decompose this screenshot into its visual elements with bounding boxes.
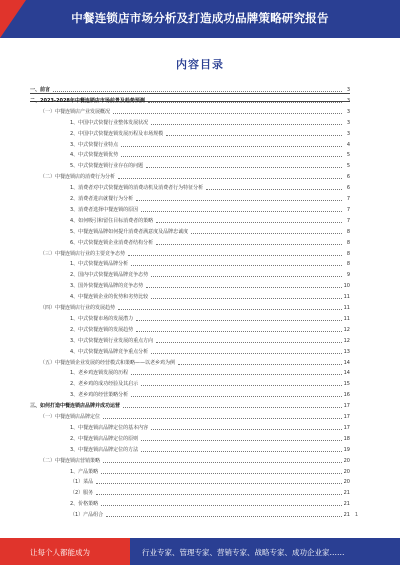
toc-entry-text: 3、中式快餐行业特点 bbox=[70, 141, 119, 148]
footer-bar bbox=[0, 538, 400, 565]
toc-entry-page: 20 bbox=[343, 457, 350, 464]
toc-leader-dots bbox=[141, 211, 342, 212]
toc-leader-dots bbox=[151, 298, 342, 299]
toc-leader-dots bbox=[53, 91, 342, 92]
toc-entry[interactable] bbox=[30, 119, 350, 127]
toc-entry-page: 9 bbox=[346, 272, 350, 279]
toc-entry[interactable] bbox=[30, 435, 350, 443]
toc-entry[interactable] bbox=[30, 511, 350, 519]
toc-entry-page: 8 bbox=[346, 250, 350, 257]
toc-entry-page: 11 bbox=[343, 294, 350, 301]
toc-entry-text: 2、中国中式快餐连锁发展历程及市场规模 bbox=[70, 130, 164, 137]
toc-entry-page: 3 bbox=[346, 97, 350, 104]
toc-entry[interactable] bbox=[30, 380, 350, 388]
toc-entry[interactable] bbox=[30, 391, 350, 399]
toc-leader-dots bbox=[123, 407, 342, 408]
toc-entry-text: 4、中餐连锁企业的优势和劣势比较 bbox=[70, 294, 149, 301]
toc-leader-dots bbox=[106, 516, 342, 517]
toc-leader-dots bbox=[101, 505, 342, 506]
toc-entry-page: 14 bbox=[343, 359, 350, 366]
toc-leader-dots bbox=[146, 287, 342, 288]
toc-leader-dots bbox=[136, 320, 342, 321]
toc-entry-page: 15 bbox=[343, 381, 350, 388]
toc-entry[interactable] bbox=[30, 184, 350, 192]
toc-entry[interactable] bbox=[30, 468, 350, 476]
toc-entry-text: 2、价格策略 bbox=[70, 501, 99, 508]
toc-entry-page: 8 bbox=[346, 261, 350, 268]
table-of-contents bbox=[30, 82, 350, 534]
toc-leader-dots bbox=[141, 440, 342, 441]
toc-leader-dots bbox=[113, 113, 342, 114]
header-bar bbox=[0, 0, 400, 38]
toc-leader-dots bbox=[136, 331, 342, 332]
toc-leader-dots bbox=[96, 494, 342, 495]
toc-leader-dots bbox=[156, 222, 342, 223]
toc-entry-text: 1、产品策略 bbox=[70, 468, 99, 475]
toc-leader-dots bbox=[103, 418, 342, 419]
toc-leader-dots bbox=[118, 178, 342, 179]
toc-entry-text: 1、中国中式快餐行业整体发展状况 bbox=[70, 119, 149, 126]
toc-leader-dots bbox=[141, 451, 342, 452]
toc-entry-page: 7 bbox=[346, 196, 350, 202]
toc-entry[interactable] bbox=[30, 271, 350, 279]
toc-leader-dots bbox=[131, 265, 342, 266]
toc-entry[interactable] bbox=[30, 173, 350, 181]
toc-entry-page: 8 bbox=[346, 228, 350, 235]
toc-entry-page: 11 bbox=[343, 305, 350, 311]
toc-entry-page: 7 bbox=[346, 217, 350, 224]
toc-leader-dots bbox=[151, 124, 342, 125]
toc-entry-text: 4、中式快餐连锁优势 bbox=[70, 152, 119, 159]
toc-entry[interactable] bbox=[30, 217, 350, 225]
toc-entry[interactable] bbox=[30, 141, 350, 149]
toc-leader-dots bbox=[151, 276, 342, 277]
toc-entry[interactable] bbox=[30, 206, 350, 214]
report-title: 中餐连锁店市场分析及打造成功品牌策略研究报告 bbox=[71, 11, 329, 25]
toc-entry-page: 13 bbox=[343, 348, 350, 355]
toc-entry-page: 19 bbox=[343, 446, 350, 453]
toc-leader-dots bbox=[206, 189, 342, 190]
toc-entry-text: （四）中餐连锁店行业的发展趋势 bbox=[40, 305, 116, 311]
toc-entry-text: （二）中餐连锁店的消费行为分析 bbox=[40, 174, 116, 181]
toc-entry-text: 1、中餐连锁店品牌定位的基本内容 bbox=[70, 424, 149, 431]
toc-entry-text: 2、消费者进店就餐行为分析 bbox=[70, 196, 134, 202]
toc-leader-dots bbox=[151, 429, 342, 430]
toc-entry[interactable] bbox=[30, 162, 350, 170]
toc-entry-page: 7 bbox=[346, 206, 350, 213]
toc-entry-text: 一、前言 bbox=[30, 87, 51, 93]
toc-entry-page: 14 bbox=[343, 370, 350, 377]
toc-entry-text: （1）产品组合 bbox=[70, 512, 104, 519]
toc-entry-page: 17 bbox=[343, 403, 350, 410]
toc-entry[interactable] bbox=[30, 239, 350, 247]
toc-leader-dots bbox=[151, 353, 342, 354]
toc-entry[interactable] bbox=[30, 424, 350, 432]
toc-entry-page: 16 bbox=[343, 392, 350, 399]
toc-entry-text: 5、中式快餐连锁行业存在的问题 bbox=[70, 163, 144, 170]
toc-leader-dots bbox=[166, 135, 342, 136]
toc-leader-dots bbox=[148, 102, 342, 103]
toc-entry-page: 17 bbox=[343, 414, 350, 420]
toc-entry-page: 20 bbox=[343, 479, 350, 486]
toc-leader-dots bbox=[121, 156, 342, 157]
toc-leader-dots bbox=[191, 233, 342, 234]
toc-entry-page: 3 bbox=[346, 130, 350, 137]
toc-entry-text: 3、消费者选择中餐连锁的原因 bbox=[70, 206, 139, 213]
toc-entry-text: （二）中餐连锁店营销策略 bbox=[40, 457, 101, 464]
toc-entry-page: 3 bbox=[346, 87, 350, 93]
toc-leader-dots bbox=[131, 396, 342, 397]
toc-entry[interactable] bbox=[30, 97, 350, 105]
toc-entry[interactable] bbox=[30, 359, 350, 367]
toc-entry-page: 12 bbox=[343, 337, 350, 344]
toc-entry-text: （五）中餐连锁企业发展的经营模式和策略——以老乡鸡为例 bbox=[40, 359, 176, 366]
toc-leader-dots bbox=[121, 146, 342, 147]
toc-entry-page: 6 bbox=[346, 174, 350, 181]
toc-heading: 内容目录 bbox=[176, 58, 224, 71]
toc-entry-page: 5 bbox=[346, 152, 350, 159]
page-number: 1 bbox=[354, 512, 358, 518]
toc-entry[interactable] bbox=[30, 446, 350, 454]
toc-entry[interactable] bbox=[30, 86, 350, 94]
toc-entry-page: 3 bbox=[346, 119, 350, 126]
toc-leader-dots bbox=[101, 473, 342, 474]
footer-slogan-left: 让每个人都能成为 bbox=[30, 548, 90, 557]
toc-entry[interactable] bbox=[30, 500, 350, 508]
toc-entry-text: （三）中餐连锁店行业的主要竞争态势 bbox=[40, 250, 126, 257]
toc-entry-text: （一）中餐连锁店产业发展概况 bbox=[40, 108, 111, 115]
toc-leader-dots bbox=[118, 309, 342, 310]
toc-entry[interactable] bbox=[30, 457, 350, 465]
toc-entry[interactable] bbox=[30, 293, 350, 301]
toc-entry[interactable] bbox=[30, 195, 350, 203]
toc-entry[interactable] bbox=[30, 151, 350, 159]
toc-entry-text: （一）中餐连锁店品牌定位 bbox=[40, 414, 101, 420]
toc-entry-page: 17 bbox=[343, 424, 350, 431]
toc-entry[interactable] bbox=[30, 413, 350, 421]
toc-leader-dots bbox=[156, 342, 342, 343]
footer-slogan-right: 行业专家、管理专家、营销专家、战略专家、成功企业家…… bbox=[142, 548, 345, 557]
toc-entry[interactable] bbox=[30, 369, 350, 377]
toc-entry-text: 4、如何吸引和留住目标消费者的策略 bbox=[70, 217, 154, 224]
toc-leader-dots bbox=[131, 374, 342, 375]
toc-entry-page: 11 bbox=[343, 315, 350, 322]
toc-entry[interactable] bbox=[30, 348, 350, 356]
toc-entry[interactable] bbox=[30, 108, 350, 116]
toc-entry-text: （2）服务 bbox=[70, 490, 94, 497]
toc-entry-text: 1、中式快餐连锁品牌分析 bbox=[70, 261, 129, 268]
toc-entry-page: 12 bbox=[343, 326, 350, 333]
toc-entry-text: 3、国外快餐连锁品牌的竞争态势 bbox=[70, 283, 144, 290]
toc-entry-text: 2、老乡鸡的成功经验及其启示 bbox=[70, 381, 139, 388]
toc-entry-page: 20 bbox=[343, 468, 350, 475]
toc-entry[interactable] bbox=[30, 304, 350, 312]
toc-entry-text: （1）菜品 bbox=[70, 479, 94, 486]
toc-entry-page: 18 bbox=[343, 435, 350, 442]
toc-entry-text: 3、中式快餐连锁行业发展的重点方向 bbox=[70, 337, 154, 344]
toc-entry-text: 2、国内中式快餐连锁品牌竞争态势 bbox=[70, 272, 149, 279]
toc-entry-text: 1、老乡鸡连锁发展的历程 bbox=[70, 370, 129, 377]
toc-leader-dots bbox=[96, 483, 342, 484]
toc-leader-dots bbox=[141, 385, 342, 386]
toc-entry-text: 2、中餐连锁店品牌定位的原则 bbox=[70, 435, 139, 442]
toc-leader-dots bbox=[156, 244, 342, 245]
toc-entry-page: 21 bbox=[343, 490, 350, 497]
toc-entry[interactable] bbox=[30, 130, 350, 138]
toc-entry[interactable] bbox=[30, 260, 350, 268]
toc-entry-page: 8 bbox=[346, 239, 350, 246]
toc-entry[interactable] bbox=[30, 326, 350, 334]
toc-entry-text: 5、中餐连锁品牌如何提升消费者满意度及品牌忠诚度 bbox=[70, 228, 189, 235]
toc-entry-page: 21 bbox=[343, 512, 350, 519]
toc-entry-text: 3、中餐连锁店品牌定位的方法 bbox=[70, 446, 139, 453]
toc-entry[interactable] bbox=[30, 282, 350, 290]
toc-entry-text: 2、中式快餐连锁的发展趋势 bbox=[70, 326, 134, 333]
toc-entry-page: 5 bbox=[346, 163, 350, 170]
toc-entry[interactable] bbox=[30, 478, 350, 486]
toc-entry[interactable] bbox=[30, 489, 350, 497]
toc-entry-text: 1、中式快餐市场的发展潜力 bbox=[70, 315, 134, 322]
toc-leader-dots bbox=[146, 167, 342, 168]
toc-entry[interactable] bbox=[30, 228, 350, 236]
toc-entry[interactable] bbox=[30, 315, 350, 323]
toc-entry-text: 二、2023-2028年中餐连锁店市场前景及趋势预测 bbox=[30, 97, 145, 104]
toc-entry-page: 3 bbox=[346, 108, 350, 115]
toc-entry-text: 三、如何打造中餐连锁店品牌并成功运营 bbox=[30, 403, 121, 410]
toc-entry[interactable] bbox=[30, 402, 350, 410]
toc-leader-dots bbox=[178, 364, 342, 365]
toc-entry[interactable] bbox=[30, 250, 350, 258]
toc-entry-text: 4、中式快餐连锁品牌竞争重点分析 bbox=[70, 348, 149, 355]
toc-entry-page: 10 bbox=[343, 283, 350, 290]
toc-entry-page: 4 bbox=[346, 141, 350, 148]
toc-leader-dots bbox=[128, 255, 342, 256]
toc-entry-text: 1、消费者对中式快餐连锁的消费动机及消费者行为特征分析 bbox=[70, 185, 204, 192]
toc-entry[interactable] bbox=[30, 337, 350, 345]
toc-entry-text: 3、老乡鸡的经营策略分析 bbox=[70, 392, 129, 399]
toc-entry-text: 6、中式快餐连锁企业消费者结构分析 bbox=[70, 239, 154, 246]
toc-leader-dots bbox=[136, 200, 342, 201]
toc-leader-dots bbox=[103, 462, 342, 463]
toc-entry-page: 6 bbox=[346, 185, 350, 192]
toc-entry-page: 21 bbox=[343, 501, 350, 508]
